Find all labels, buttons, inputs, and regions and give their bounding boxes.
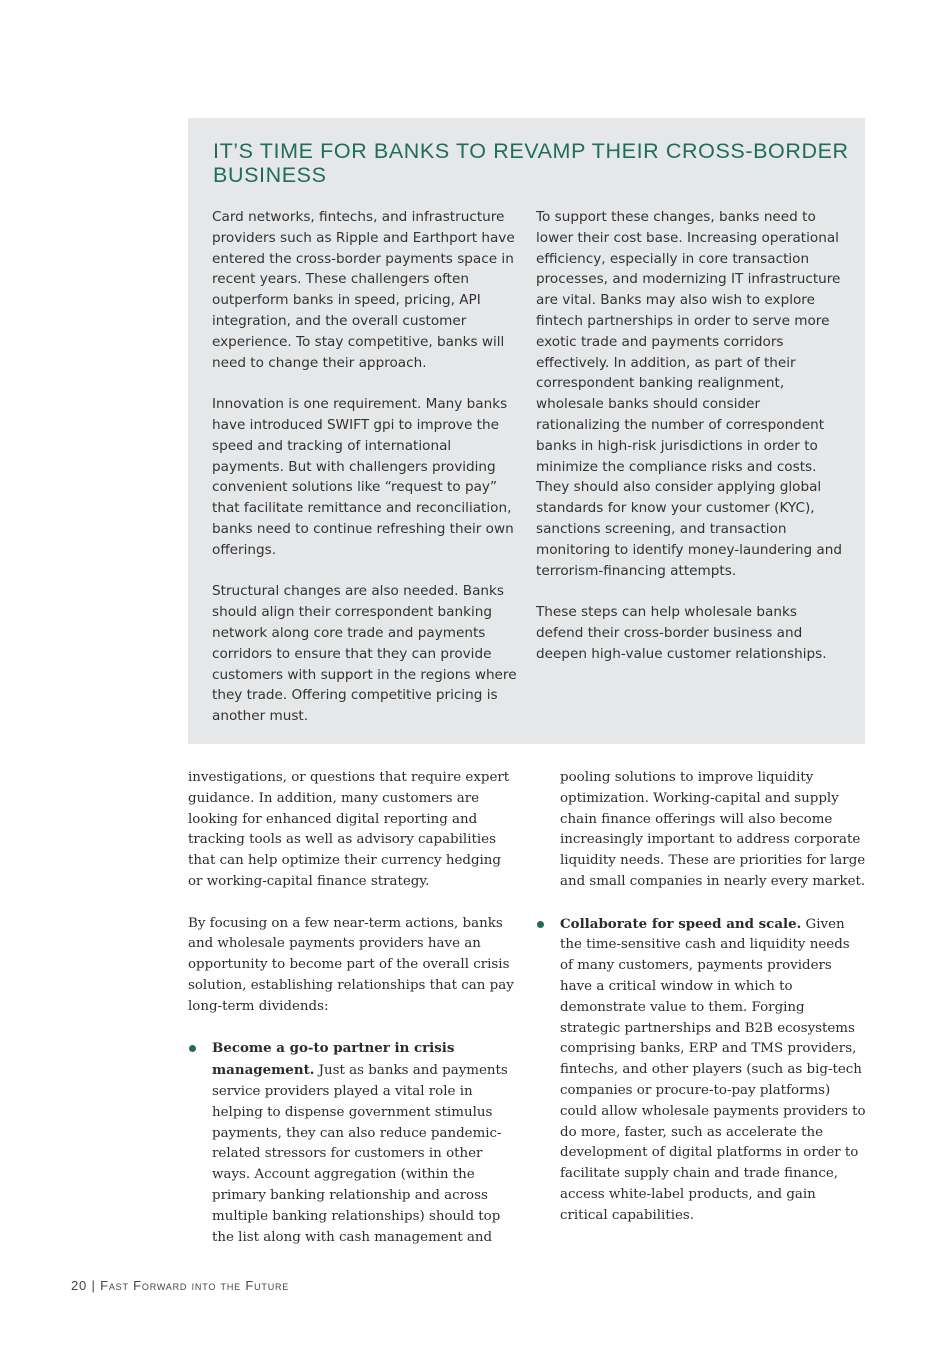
sidebar-left-column [212, 207, 522, 748]
sidebar-paragraph: Card networks, fintechs, and infrastructure providers such as Ripple and Earthport have entered the cross-border payments space in recent years. These challengers often outperform banks in speed, pricing, API integration, and the overall customer experience. To stay competitive, banks will need to change their approach. [212, 209, 515, 371]
sidebar-paragraph: To support these changes, banks need to lower their cost base. Increasing operational efficiency, especially in core transaction processes, and modernizing IT infrastructure are vital. Banks may also wish to explore fintech partnerships in order to serve more exotic trade and payments corridors effectively. In addition, as part of their correspondent banking realignment, wholesale banks should consider rationalizing the number of correspondent banks in high-risk jurisdictions in order to minimize the compliance risks and costs. They should also consider applying global standards for know your customer (KYC), sanctions screening, and transaction monitoring to identify money-laundering and terrorism-financing attempts. [536, 209, 842, 579]
page-footer [71, 1278, 289, 1293]
body-right-column [536, 768, 866, 1247]
body-paragraph-continuation: pooling solutions to improve liquidity optimization. Working-capital and supply chain finance offerings will also become increasingly important to address corporate liquidity needs. These are priorities for large and small companies in nearly every market. [560, 770, 866, 889]
sidebar-paragraph: These steps can help wholesale banks defend their cross-border business and deepen high-value customer relationships. [536, 604, 827, 662]
bullet-dot-icon [189, 1045, 196, 1052]
bullet-text: Given the time-sensitive cash and liquidity needs of many customers, payments providers have a critical window in which to demonstrate value to them. Forging strategic partnerships and B2B ecosystems comprising banks, ERP and TMS providers, fintechs, and other players (such as big-tech companies or procure-to-pay platforms) could allow wholesale payments providers to do more, faster, such as accelerate the development of digital platforms in order to facilitate supply chain and trade finance, access white-label products, and gain critical capabilities. [560, 916, 866, 1223]
body-left-column [188, 768, 518, 1269]
sidebar-right-column [536, 207, 846, 685]
sidebar-paragraph: Structural changes are also needed. Banks should align their correspondent banking network along core trade and payments corridors to ensure that they can provide customers with support in the regions where they trade. Offering competitive pricing is another must. [212, 583, 517, 725]
bullet-lead: Become a go-to partner in crisis management. [212, 1040, 455, 1079]
page-number: 20 [71, 1278, 88, 1293]
bullet-lead: Collaborate for speed and scale. [560, 915, 802, 932]
sidebar-paragraph: Innovation is one requirement. Many banks have introduced SWIFT gpi to improve the speed and tracking of international payments. But with challengers providing convenient solutions like “request to pay” that facilitate remittance and reconciliation, banks need to continue refreshing their own offerings. [212, 396, 514, 558]
sidebar-title: IT’S TIME FOR BANKS TO REVAMP THEIR CROSS-BORDER BUSINESS [213, 139, 849, 187]
bullet-item [536, 914, 866, 1227]
body-paragraph: By focusing on a few near-term actions, banks and wholesale payments providers have an opportunity to become part of the overall crisis solution, establishing relationships that can pay long-term dividends: [188, 915, 514, 1014]
footer-separator: | [91, 1278, 96, 1293]
bullet-item [188, 1038, 518, 1248]
bullet-text: Just as banks and payments service providers played a vital role in helping to dispense government stimulus payments, they can also reduce pandemic-related stressors for customers in other ways. Account aggregation (within the primary banking relationship and across multiple banking relationships) should top the list along with cash management and [212, 1063, 508, 1245]
publication-title: Fast Forward into the Future [100, 1278, 290, 1293]
body-paragraph: investigations, or questions that require expert guidance. In addition, many customers are looking for enhanced digital reporting and tracking tools as well as advisory capabilities that can help optimize their currency hedging or working-capital finance strategy. [188, 770, 510, 889]
sidebar-box [188, 118, 865, 744]
bullet-dot-icon [537, 921, 544, 928]
